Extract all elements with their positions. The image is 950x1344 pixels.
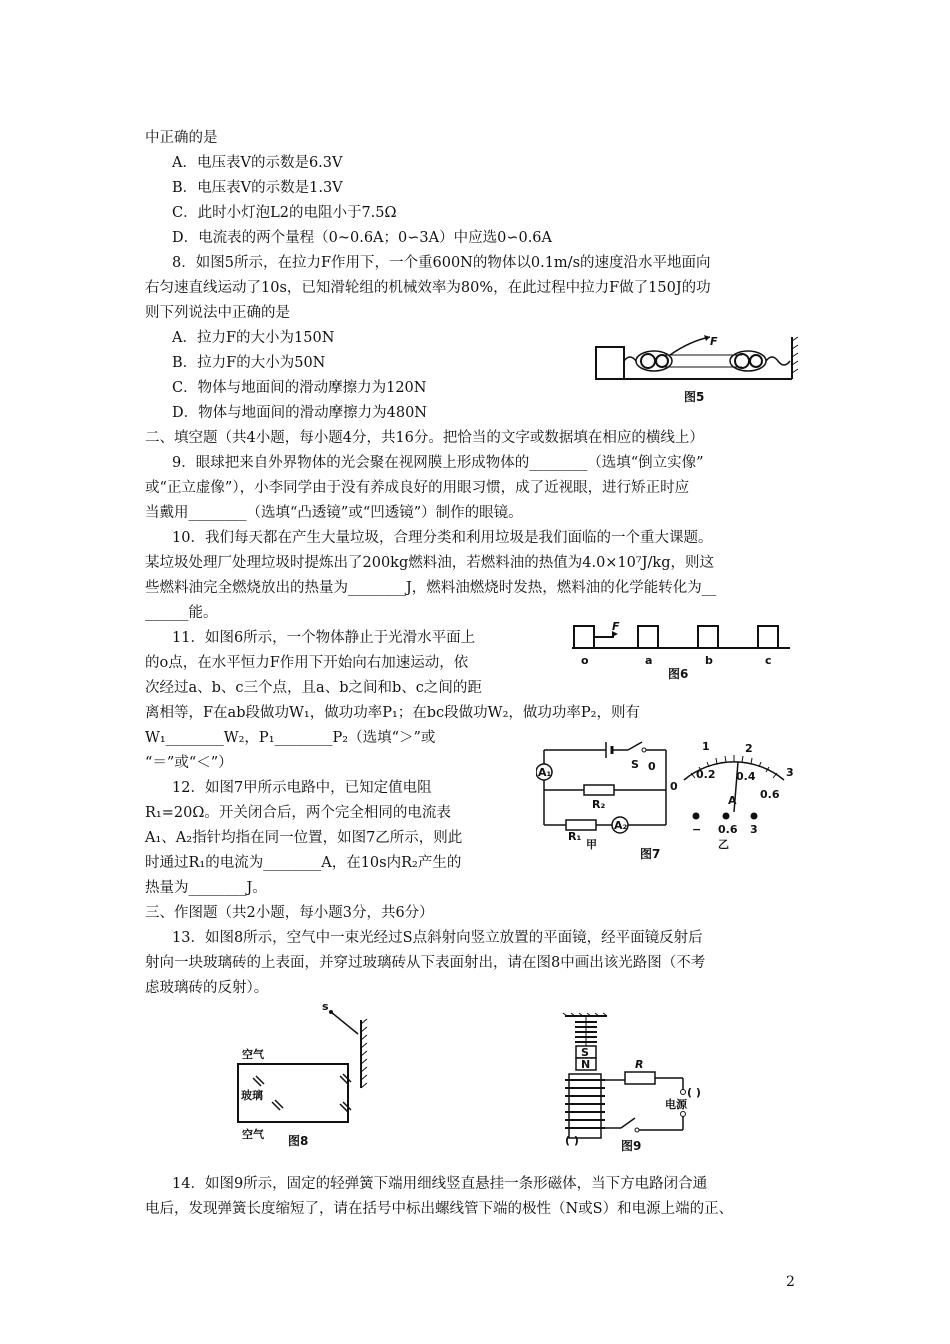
unit-label: A: [728, 794, 737, 807]
text-line: 的o点，在水平恒力F作用下开始向右加速运动，依: [145, 655, 469, 671]
text-line: 虑玻璃砖的反射）。: [145, 980, 269, 996]
figure-caption: 图6: [668, 667, 689, 681]
force-label: F: [612, 620, 620, 633]
point-b: b: [705, 654, 713, 667]
text-line: 电后，发现弹簧长度缩短了，请在括号中标出螺线管下端的极性（N或S）和电源上端的正、: [145, 1201, 734, 1217]
question-10: 10．我们每天都在产生大量垃圾，合理分类和利用垃圾是我们面临的一个重大课题。: [172, 530, 713, 546]
switch-label: S: [631, 758, 639, 771]
question-9: 9．眼球把来自外界物体的光会聚在视网膜上形成物体的________（选填“倒立实像”: [172, 455, 704, 471]
source-label: 电源: [665, 1098, 687, 1111]
figure-9: [555, 1012, 715, 1157]
figure-caption: 图8: [288, 1134, 309, 1148]
text-line: R₁=20Ω。开关闭合后，两个完全相同的电流表: [145, 805, 451, 821]
figure-6: [568, 612, 793, 684]
scale-top-2: 2: [745, 742, 753, 755]
text-line: W₁________W₂，P₁________P₂（选填“＞”或: [145, 730, 436, 746]
text-line: 热量为________J。: [145, 880, 267, 896]
scale-top-3: 3: [786, 766, 794, 779]
option-c: C．此时小灯泡L2的电阻小于7.5Ω: [172, 205, 397, 221]
force-label: F: [710, 335, 718, 348]
text-line: 离相等，F在ab段做功W₁，做功功率P₁；在bc段做功W₂，做功功率P₂，则有: [145, 705, 640, 721]
coil-bracket: ( ): [565, 1134, 579, 1147]
figure-caption: 图9: [621, 1139, 642, 1153]
text-line: 则下列说法中正确的是: [145, 305, 290, 321]
text-line: ______能。: [145, 605, 218, 621]
resistor-r2: R₂: [592, 798, 606, 811]
text-line: 某垃圾处理厂处理垃圾时提炼出了200kg燃料油，若燃料油的热值为4.0×10⁷J/kg，则这: [145, 555, 714, 571]
resistor-r1: R₁: [568, 830, 582, 843]
option-d: D．物体与地面间的滑动摩擦力为480N: [172, 405, 427, 421]
air-bottom-label: 空气: [242, 1128, 264, 1141]
page-number: 2: [786, 1274, 795, 1290]
ammeter-a1: A₁: [538, 766, 552, 779]
option-b: B．拉力F的大小为50N: [172, 355, 326, 371]
magnet-s-pole: S: [581, 1046, 589, 1059]
sub-label-b: 乙: [718, 838, 729, 851]
resistor-r: R: [635, 1058, 644, 1071]
figure-caption: 图7: [640, 847, 661, 861]
point-o: o: [581, 654, 589, 667]
sub-label-a: 甲: [586, 838, 597, 851]
scale-bottom-1: 0.2: [696, 768, 716, 781]
point-s: s: [322, 1000, 329, 1013]
question-11: 11．如图6所示，一个物体静止于光滑水平面上: [172, 630, 476, 646]
scale-bottom-3: 0.6: [760, 788, 780, 801]
section-heading: 三、作图题（共2小题，每小题3分，共6分）: [145, 905, 434, 921]
figure-5: [592, 333, 802, 408]
magnet-n-pole: N: [581, 1058, 591, 1071]
figure-caption: 图5: [684, 390, 705, 404]
figure-7: [536, 740, 806, 865]
text-line: 或“正立虚像”），小李同学由于没有养成良好的用眼习惯，成了近视眼，进行矫正时应: [145, 480, 690, 496]
scale-top-0: 0: [648, 760, 656, 773]
option-d: D．电流表的两个量程（0~0.6A；0∽3A）中应选0∽0.6A: [172, 230, 553, 246]
scale-bottom-0: 0: [670, 780, 678, 793]
text-line: 次经过a、b、c三个点，且a、b之间和b、c之间的距: [145, 680, 482, 696]
text-line: 当戴用________（选填“凸透镜”或“凹透镜”）制作的眼镜。: [145, 505, 523, 521]
question-14: 14．如图9所示，固定的轻弹簧下端用细线竖直悬挂一条形磁体，当下方电路闭合通: [172, 1176, 708, 1192]
glass-label: 玻璃: [241, 1089, 263, 1102]
text-line: 些燃料油完全燃烧放出的热量为________J，燃料油燃烧时发热，燃料油的化学能转化为__: [145, 580, 717, 596]
question-13: 13．如图8所示，空气中一束光经过S点斜射向竖立放置的平面镜，经平面镜反射后: [172, 930, 703, 946]
ammeter-a2: A₂: [614, 819, 628, 832]
scale-top-1: 1: [702, 740, 710, 753]
scale-bottom-2: 0.4: [736, 770, 756, 783]
figure-8: [228, 1000, 378, 1152]
text-line: 右匀速直线运动了10s，已知滑轮组的机械效率为80%，在此过程中拉力F做了150J的功: [145, 280, 711, 296]
option-c: C．物体与地面间的滑动摩擦力为120N: [172, 380, 427, 396]
air-top-label: 空气: [242, 1048, 264, 1061]
point-a: a: [645, 654, 653, 667]
option-a: A．电压表V的示数是6.3V: [172, 155, 343, 171]
option-b: B．电压表V的示数是1.3V: [172, 180, 343, 196]
question-12: 12．如图7甲所示电路中，已知定值电阻: [172, 780, 432, 796]
option-a: A．拉力F的大小为150N: [172, 330, 335, 346]
question-8: 8．如图5所示，在拉力F作用下，一个重600N的物体以0.1m/s的速度沿水平地面向: [172, 255, 711, 271]
source-bracket: ( ): [687, 1086, 701, 1099]
point-c: c: [765, 654, 772, 667]
text-line: 射向一块玻璃砖的上表面，并穿过玻璃砖从下表面射出，请在图8中画出该光路图（不考: [145, 955, 706, 971]
text-line: A₁、A₂指针均指在同一位置，如图7乙所示，则此: [145, 830, 463, 846]
terminal-06: 0.6: [718, 823, 738, 836]
terminal-3: 3: [750, 823, 758, 836]
text-line: 时通过R₁的电流为________A，在10s内R₂产生的: [145, 855, 462, 871]
text-line: “＝”或“＜”）: [145, 755, 233, 771]
section-heading: 二、填空题（共4小题，每小题4分，共16分。把恰当的文字或数据填在相应的横线上）: [145, 430, 704, 446]
text-line: 中正确的是: [145, 130, 218, 146]
terminal-neg: −: [692, 823, 702, 836]
